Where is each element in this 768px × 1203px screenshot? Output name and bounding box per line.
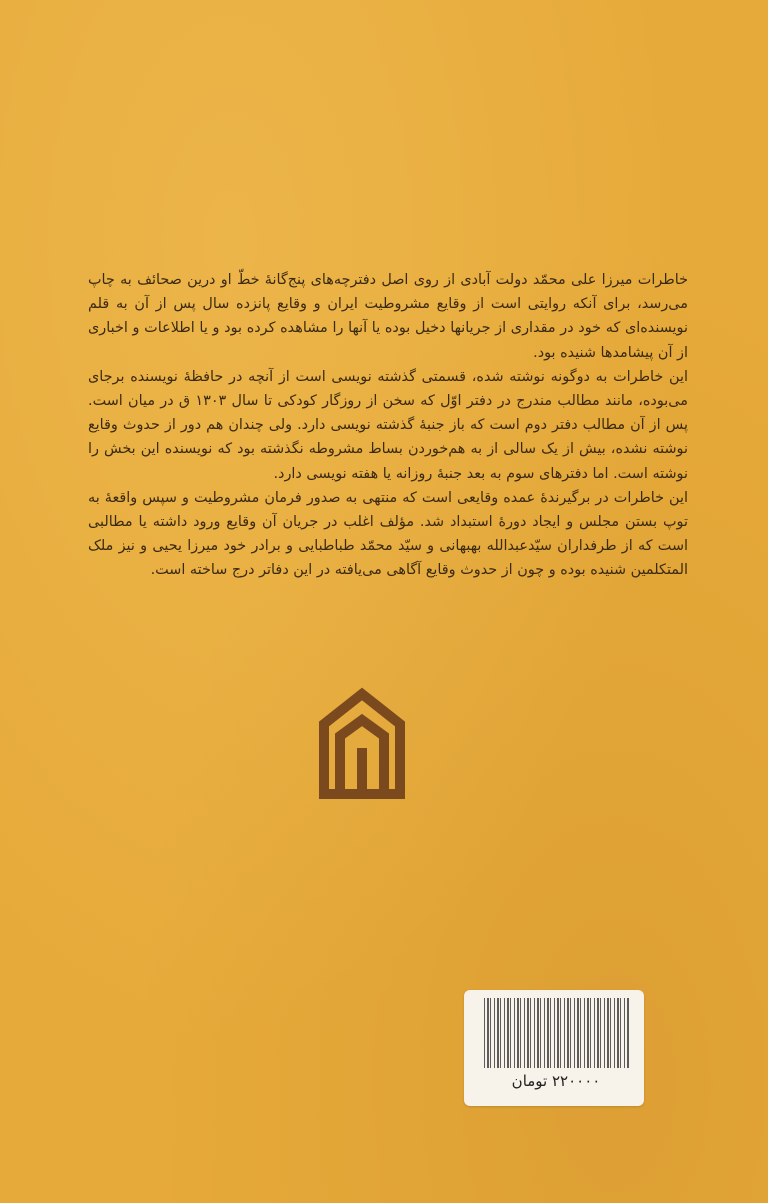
blurb-paragraph-2: این خاطرات به دوگونه نوشته شده، قسمتی گذشته نویسی است از آنچه در حافظهٔ نویسنده برجای می‌بوده، مانند مطالب مندرج در دفتر اوّل که سخن از روزگار کودکی تا سال ۱۳۰۳ ق در میان است. پس از آن مطالب دفتر دوم است که باز جنبهٔ گذشته نویسی دارد. ولی چندان هم دور از حدوث وقایع نوشته نشده، بیش از یک سالی از به هم‌خوردن بساط مشروطه نگذشته بود که نویسنده این بخش را نوشته است. اما دفترهای سوم به بعد جنبهٔ روزانه یا هفته نویسی دارد. <box>88 368 688 482</box>
blurb-paragraph-3: این خاطرات در برگیرندهٔ عمده وقایعی است که منتهی به صدور فرمان مشروطیت و سپس واقعهٔ به توپ بستن مجلس و ایجاد دورهٔ استبداد شد. مؤلف اغلب در جریان آن وقایع ورود داشته یا مطالبی است که از طرفداران سیّدعبدالله بهبهانی و سیّد محمّد طباطبایی و برادر خود میرزا یحیی و نیز ملک المتکلمین شنیده بوده و چون از حدوث وقایع آگاهی می‌یافته در این دفاتر درج ساخته است. <box>88 489 688 579</box>
publisher-logo-icon <box>318 686 406 802</box>
blurb-paragraph-1: خاطرات میرزا علی محمّد دولت آبادی از روی اصل دفترچه‌های پنج‌گانهٔ خطّ او درین صحائف به چاپ می‌رسد، برای آنکه روایتی است از وقایع مشروطیت ایران و وقایع پانزده سال پس از آن به قلم نویسنده‌ای که خود در مقداری از جریانها دخیل بوده یا آنها را مشاهده کرده بود و یا اطلاعات و اخباری از آن پیشامدها شنیده بود. <box>88 272 688 361</box>
blurb-text <box>88 268 688 583</box>
price-text: ۲۲۰۰۰۰ تومان <box>511 1072 601 1090</box>
barcode-icon <box>484 998 630 1068</box>
